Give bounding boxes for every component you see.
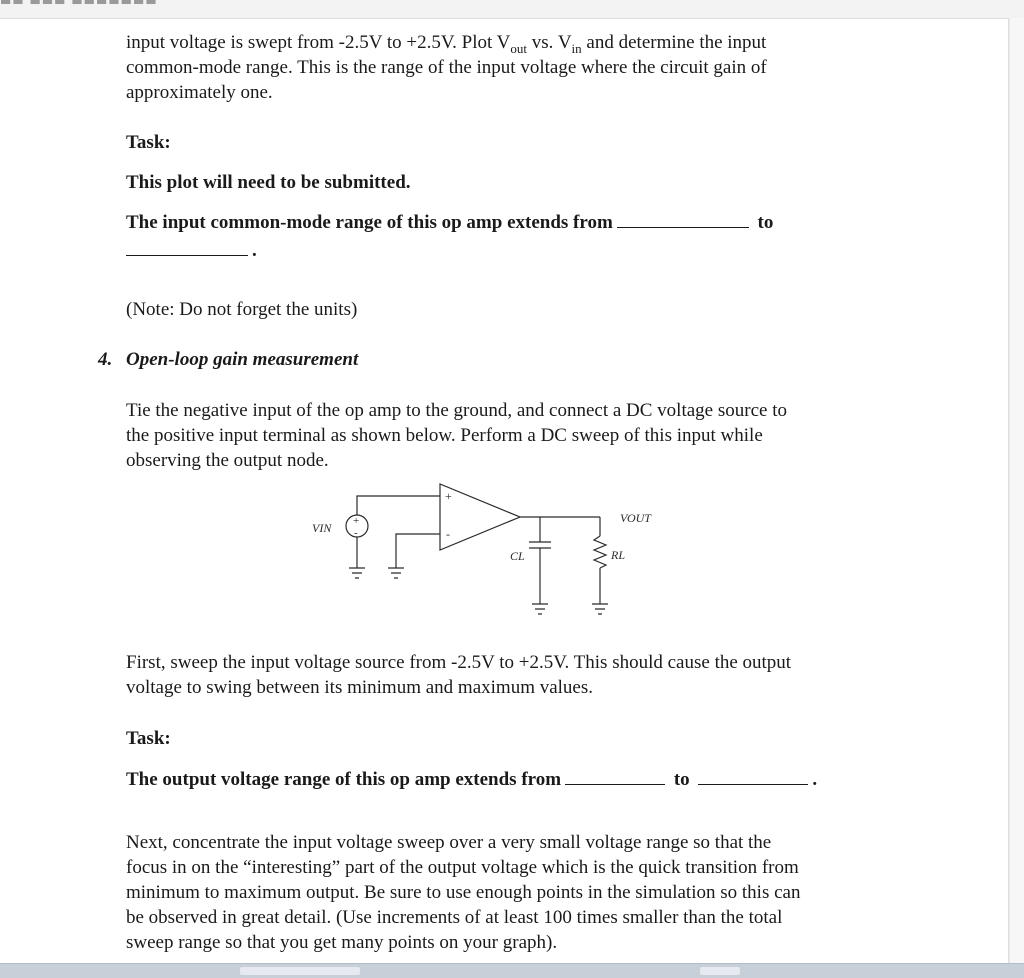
next-line-3: minimum to maximum output. Be sure to use enough points in the simulation so this can	[126, 882, 801, 903]
intro-line-1: input voltage is swept from -2.5V to +2.5V. Plot $V_{out}$ vs. $V_{in}$ and determine the input	[126, 32, 767, 56]
scrollbar-segment	[240, 967, 360, 975]
section4-desc-line-2: the positive input terminal as shown below. Perform a DC sweep of this input while	[126, 425, 763, 446]
task2-question: The output voltage range of this op amp extends from to .	[126, 765, 906, 792]
answer-blank-out-min[interactable]	[565, 765, 665, 785]
minus-input-wire	[396, 534, 440, 568]
vin-label: VIN	[312, 521, 332, 535]
op-amp-triangle	[440, 484, 520, 550]
next-line-5: sweep range so that you get many points on your graph).	[126, 932, 558, 953]
section4-desc-line-1: Tie the negative input of the op amp to the ground, and connect a DC voltage source to	[126, 400, 787, 421]
capacitor-icon	[529, 542, 551, 548]
intro-line-3: approximately one.	[126, 82, 273, 103]
source-minus-sign: -	[354, 527, 358, 539]
answer-blank-cm-max[interactable]	[126, 236, 248, 256]
task1-question-cont: .	[126, 236, 866, 263]
cl-label: CL	[510, 549, 525, 563]
task1-plot-note: This plot will need to be submitted.	[126, 172, 411, 193]
source-ground-icon	[349, 568, 365, 578]
rl-ground-icon	[592, 604, 608, 614]
rl-label: RL	[611, 548, 626, 562]
top-scroll-edge	[0, 0, 1024, 19]
cl-ground-icon	[532, 604, 548, 614]
answer-blank-out-max[interactable]	[698, 765, 808, 785]
next-line-1: Next, concentrate the input voltage sweep over a very small voltage range so that the	[126, 832, 772, 853]
horizontal-scrollbar[interactable]	[0, 963, 1024, 978]
minus-ground-icon	[388, 568, 404, 578]
intro-line-2: common-mode range. This is the range of the input voltage where the circuit gain of	[126, 57, 767, 78]
clipped-text-fragment: ▬▬ ▬▬▬ ▬▬▬▬▬▬▬	[0, 0, 158, 8]
source-plus-sign: +	[353, 515, 360, 527]
task1-note: (Note: Do not forget the units)	[126, 299, 358, 320]
vertical-scrollbar[interactable]	[1009, 18, 1024, 964]
opamp-minus-sign: -	[446, 527, 450, 541]
vout-label: VOUT	[620, 511, 651, 525]
section4-desc-line-3: observing the output node.	[126, 450, 329, 471]
section-4-heading: 4. Open-loop gain measurement	[98, 349, 359, 370]
resistor-icon	[594, 536, 606, 568]
next-line-2: focus in on the “interesting” part of the output voltage which is the quick transition from	[126, 857, 799, 878]
task1-question: The input common-mode range of this op amp extends from to	[126, 208, 886, 235]
next-line-4: be observed in great detail. (Use increments of at least 100 times smaller than the total	[126, 907, 783, 928]
sweep-line-2: voltage to swing between its minimum and maximum values.	[126, 677, 594, 698]
vin-to-plus-wire	[357, 496, 440, 515]
opamp-plus-sign: +	[445, 489, 452, 503]
answer-blank-cm-min[interactable]	[617, 208, 749, 228]
sweep-line-1: First, sweep the input voltage source from -2.5V to +2.5V. This should cause the output	[126, 652, 792, 673]
task1-label: Task:	[126, 132, 171, 153]
open-loop-circuit-diagram	[300, 478, 680, 628]
scrollbar-segment	[700, 967, 740, 975]
task2-label: Task:	[126, 728, 171, 749]
